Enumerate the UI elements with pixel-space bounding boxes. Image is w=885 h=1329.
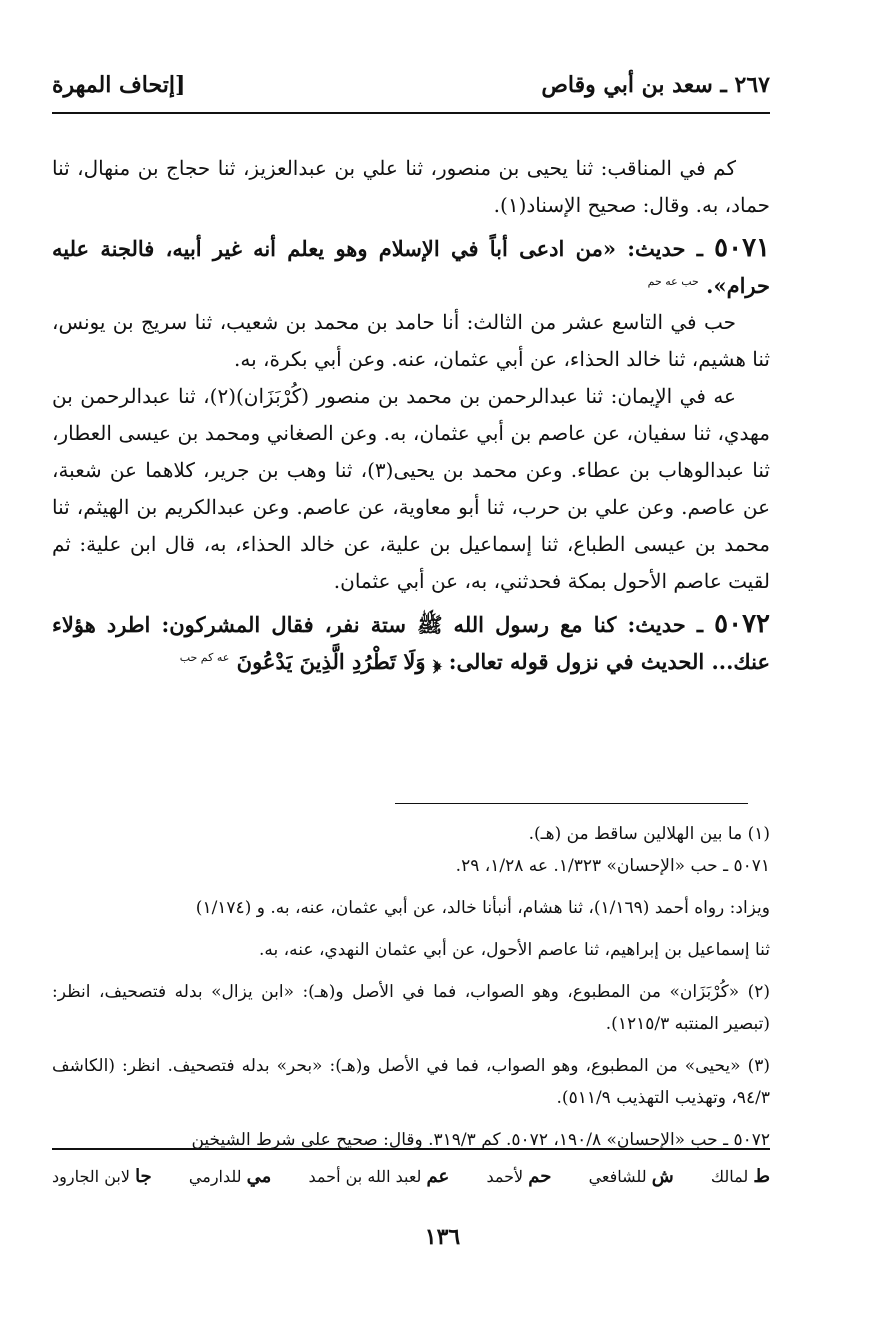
abbreviation-item: جا لابن الجارود <box>52 1166 152 1187</box>
footnote-2: (٢) «كُرْبَزَان» من المطبوع، وهو الصواب، فما في الأصل و(هـ): «ابن يزال» بدله فتصحيف، انظر: (تبصير المنتبه ١٢١٥/٣). <box>52 982 770 1034</box>
paragraph-kam-manaqib: كم في المناقب: ثنا يحيى بن منصور، ثنا علي بن عبدالعزيز، ثنا حجاج بن منهال، ثنا حماد، به. وقال: صحيح الإسناد(١). <box>52 156 770 217</box>
hadith-text: ـ حديث: كنا مع رسول الله ﷺ ستة نفر، فقال المشركون: اطرد هؤلاء عنك... الحديث في نزول قوله تعالى: ﴿ وَلَا تَطْرُدِ الَّذِينَ يَدْعُونَ <box>52 612 770 674</box>
abbreviation-item: مي للدارمي <box>188 1166 272 1187</box>
header-chapter-title: ٢٦٧ ـ سعد بن أبي وقاص <box>541 72 770 98</box>
abbreviation-item: عم لعبد الله بن أحمد <box>308 1166 450 1187</box>
footnotes <box>52 818 770 1156</box>
footnote-separator <box>395 803 748 804</box>
header-book-title: [إتحاف المهرة <box>52 72 186 98</box>
footnote-additions-cont: ثنا إسماعيل بن إبراهيم، ثنا عاصم الأحول، عن أبي عثمان النهدي، عنه، به. <box>259 940 770 960</box>
hadith-5072 <box>52 606 770 680</box>
paragraph-hibban: حب في التاسع عشر من الثالث: أنا حامد بن محمد بن شعيب، ثنا سريج بن يونس، ثنا هشيم، ثنا خالد الحذاء، عن أبي عثمان، عنه. وعن أبي بكرة، به. <box>52 310 770 371</box>
header-divider <box>52 112 770 114</box>
abbreviation-item: ط لمالك <box>710 1166 770 1187</box>
running-header <box>52 68 770 102</box>
hadith-text: ـ حديث: «من ادعى أباً في الإسلام وهو يعلم أنه غير أبيه، فالجنة عليه حرام». <box>52 236 770 298</box>
hadith-number: ٥٠٧٢ <box>714 609 770 639</box>
hadith-sigla: عه كم حب <box>179 651 230 664</box>
abbreviation-item: ش للشافعي <box>588 1166 674 1187</box>
footnote-1: (١) ما بين الهلالين ساقط من (هـ). <box>528 824 770 844</box>
main-text <box>52 150 770 680</box>
abbreviation-item: حم لأحمد <box>486 1166 552 1187</box>
footnote-3: (٣) «يحيى» من المطبوع، وهو الصواب، فما في الأصل و(هـ): «بحر» بدله فتصحيف. انظر: (الكاشف ٩٤/٣، وتهذيب التهذيب ٥١١/٩). <box>52 1056 770 1108</box>
footnote-additions: ويزاد: رواه أحمد (١/١٦٩)، ثنا هشام، أنبأنا خالد، عن أبي عثمان، عنه، به. و (١/١٧٤) <box>195 898 770 918</box>
abbreviation-key <box>52 1166 770 1187</box>
hadith-5071 <box>52 230 770 304</box>
hadith-number: ٥٠٧١ <box>714 233 770 263</box>
page-number: ١٣٦ <box>424 1224 461 1250</box>
footnote-5071-sources: ٥٠٧١ ـ حب «الإحسان» ١/٣٢٣. عه ١/٢٨، ٢٩. <box>455 856 770 876</box>
abbreviation-divider <box>52 1148 770 1150</box>
footnote-5072-sources: ٥٠٧٢ ـ حب «الإحسان» ١٩٠/٨، ٥٠٧٢. كم ٣١٩/٣. وقال: صحيح على شرط الشيخين <box>191 1130 770 1150</box>
paragraph-abu-awana: عه في الإيمان: ثنا عبدالرحمن بن محمد بن منصور (كُرْبَزَان)(٢)، ثنا عبدالرحمن بن مهدي، ثنا سفيان، عن عاصم بن أبي عثمان، به. وعن الصغاني ومحمد بن عيسى العطار، ثنا عبدالوهاب بن عطاء. وعن محمد بن يحيى(٣)، ثنا وهب بن جرير، كلاهما عن شعبة، عن عاصم. وعن علي بن حرب، ثنا أبو معاوية، عن عاصم. وعن عبدالكريم بن الهيثم، ثنا محمد بن عيسى الطباع، ثنا إسماعيل بن علية، عن خالد الحذاء، به، قال ابن علية: ثم لقيت عاصم الأحول بمكة فحدثني، به، عن أبي عثمان. <box>52 384 770 593</box>
hadith-sigla: حب عه حم <box>647 275 699 288</box>
